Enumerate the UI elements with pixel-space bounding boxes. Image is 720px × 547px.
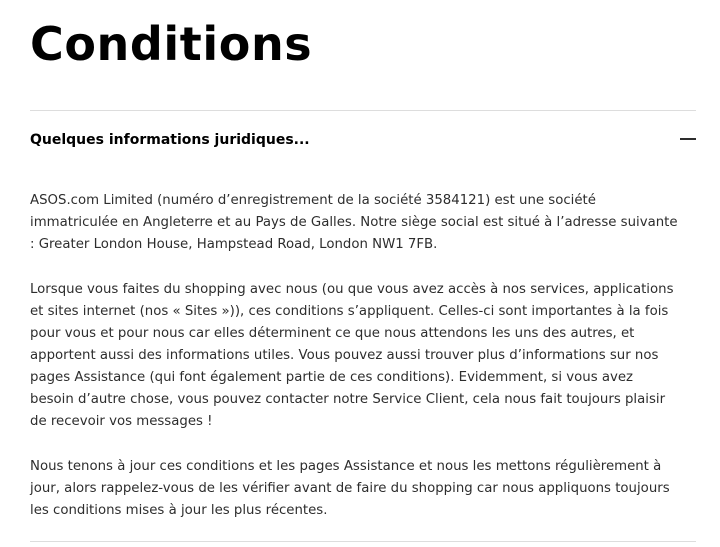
text-line: Lorsque vous faites du shopping avec nous (ou que vous avez accès à nos services, applications	[30, 282, 674, 297]
text-line: les conditions mises à jour les plus récentes.	[30, 503, 328, 518]
page-title: Conditions	[30, 17, 313, 71]
paragraph-conditions-intro	[30, 279, 696, 433]
paragraph-company-info	[30, 190, 696, 256]
bottom-divider	[30, 541, 696, 542]
text-line: besoin d’autre chose, vous pouvez contacter notre Service Client, cela nous fait toujours plaisir	[30, 392, 666, 407]
accordion-header-legal-info[interactable]	[30, 111, 696, 169]
text-line: jour, alors rappelez-vous de les vérifier avant de faire du shopping car nous appliquons toujours	[30, 481, 670, 496]
text-line: de recevoir vos messages !	[30, 414, 213, 429]
accordion-content	[30, 190, 696, 545]
text-line: Nous tenons à jour ces conditions et les pages Assistance et nous les mettons régulièrement à	[30, 459, 662, 474]
text-line: pour vous et pour nous car elles déterminent ce que nous attendons les uns des autres, et	[30, 326, 635, 341]
text-line: et sites internet (nos « Sites »)), ces conditions s’appliquent. Celles-ci sont importantes à la fois	[30, 304, 669, 319]
text-line: pages Assistance (qui font également partie de ces conditions). Evidemment, si vous avez	[30, 370, 634, 385]
minus-icon[interactable]	[680, 138, 696, 140]
text-line: : Greater London House, Hampstead Road, London NW1 7FB.	[30, 237, 438, 252]
accordion-title: Quelques informations juridiques...	[30, 132, 310, 148]
text-line: ASOS.com Limited (numéro d’enregistrement de la société 3584121) est une société	[30, 193, 596, 208]
paragraph-updates	[30, 456, 696, 522]
text-line: apportent aussi des informations utiles. Vous pouvez aussi trouver plus d’informations sur nos	[30, 348, 659, 363]
text-line: immatriculée en Angleterre et au Pays de Galles. Notre siège social est situé à l’adresse suivante	[30, 215, 678, 230]
